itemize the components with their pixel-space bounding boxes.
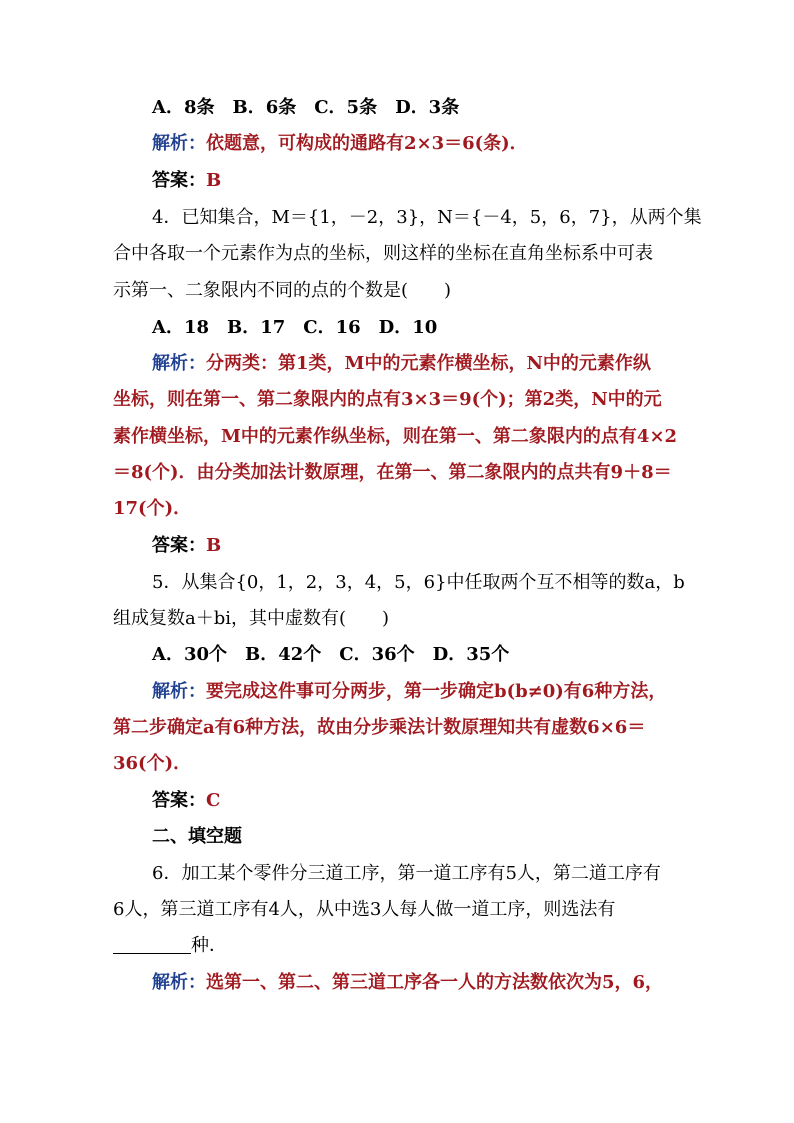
answer-value: B [206, 170, 222, 191]
analysis-text: 要完成这件事可分两步，第一步确定b(b≠0)有6种方法， [206, 681, 667, 702]
answer-value: C [206, 790, 221, 811]
q5-analysis-1 [152, 680, 666, 704]
q4-analysis-1 [152, 352, 651, 376]
q4-answer [152, 534, 221, 558]
q6-tail: 种． [191, 935, 227, 956]
q5-line-2: 组成复数a＋bi，其中虚数有( ) [113, 608, 390, 629]
q4-analysis-4: ＝8(个)．由分类加法计数原理，在第一、第二象限内的点共有9＋8＝ [113, 462, 672, 483]
q5-line-1: 5．从集合{0，1，2，3，4，5，6}中任取两个互不相等的数a，b [152, 572, 685, 593]
q4-options: A．18 B．17 C．16 D．10 [152, 317, 438, 338]
answer-blank [113, 935, 191, 954]
q6-line-2: 6人，第三道工序有4人，从中选3人每人做一道工序，则选法有 [113, 899, 616, 920]
q4-analysis-3: 素作横坐标，M中的元素作纵坐标，则在第一、第二象限内的点有4×2 [113, 426, 678, 447]
analysis-label: 解析： [152, 133, 206, 154]
answer-label: 答案： [152, 170, 206, 191]
analysis-label: 解析： [152, 681, 206, 702]
q4-line-3: 示第一、二象限内不同的点的个数是( ) [113, 280, 452, 301]
q4-analysis-5: 17(个)． [113, 498, 192, 519]
q6-line-3 [113, 934, 227, 958]
analysis-text: 选第一、第二、第三道工序各一人的方法数依次为5，6， [206, 972, 664, 993]
analysis-label: 解析： [152, 353, 206, 374]
q6-line-1: 6．加工某个零件分三道工序，第一道工序有5人，第二道工序有 [152, 863, 661, 884]
analysis-text: 分两类：第1类，M中的元素作横坐标，N中的元素作纵 [206, 353, 651, 374]
q5-options: A．30个 B．42个 C．36个 D．35个 [152, 644, 510, 665]
q5-analysis-2: 第二步确定a有6种方法，故由分步乘法计数原理知共有虚数6×6＝ [113, 717, 646, 738]
q4-analysis-2: 坐标，则在第一、第二象限内的点有3×3＝9(个)；第2类，N中的元 [113, 389, 662, 410]
q6-analysis-1 [152, 971, 663, 995]
analysis-text: 依题意，可构成的通路有2×3＝6(条)． [206, 133, 528, 154]
q3-options: A．8条 B．6条 C．5条 D．3条 [152, 97, 460, 118]
analysis-label: 解析： [152, 972, 206, 993]
q4-line-1: 4．已知集合，M＝{1，－2，3}，N＝{－4，5，6，7}，从两个集 [152, 207, 702, 228]
q5-analysis-3: 36(个)． [113, 753, 192, 774]
q3-answer [152, 169, 221, 193]
q3-analysis [152, 132, 528, 156]
answer-label: 答案： [152, 535, 206, 556]
answer-value: B [206, 535, 222, 556]
section-heading: 二、填空题 [152, 826, 242, 847]
q5-answer [152, 789, 220, 813]
q4-line-2: 合中各取一个元素作为点的坐标，则这样的坐标在直角坐标系中可表 [113, 243, 653, 264]
answer-label: 答案： [152, 790, 206, 811]
